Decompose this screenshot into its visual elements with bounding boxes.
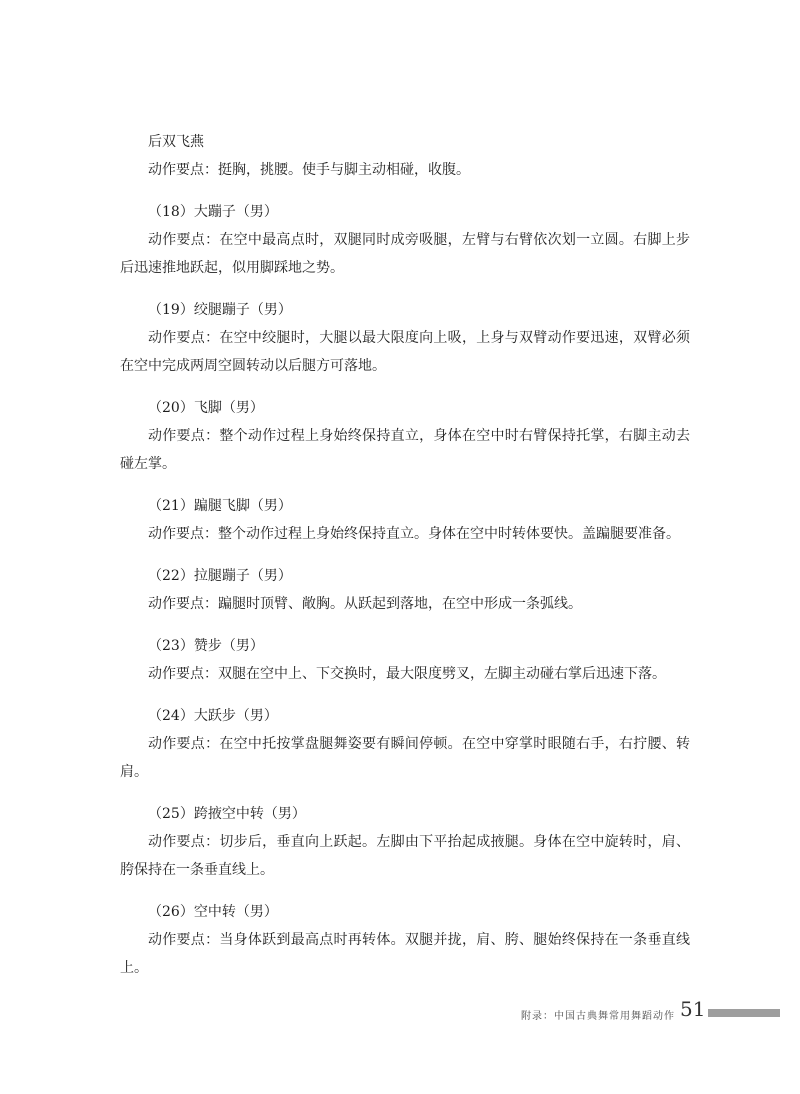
entry-25: [120, 800, 690, 884]
entry-title: （26）空中转（男）: [148, 904, 278, 920]
entry-title: （25）跨掖空中转（男）: [148, 806, 306, 822]
entry-text: 动作要点：在空中托按掌盘腿舞姿要有瞬间停顿。在空中穿掌时眼随右手，右拧腰、转肩。: [120, 736, 690, 780]
entry-text: 动作要点：整个动作过程上身始终保持直立。身体在空中时转体要快。盖蹁腿要准备。: [148, 526, 680, 542]
entry-title: （22）拉腿蹦子（男）: [148, 568, 292, 584]
entry-title: 后双飞燕: [148, 134, 204, 150]
document-body: [120, 128, 690, 996]
entry-title: （18）大蹦子（男）: [148, 204, 278, 220]
entry-24: [120, 702, 690, 786]
page-number: 51: [680, 997, 706, 1021]
entry-text: 动作要点：整个动作过程上身始终保持直立，身体在空中时右臂保持托掌，右脚主动去碰左掌。: [120, 428, 690, 472]
entry-20: [120, 394, 690, 478]
footer-decorative-bar: [708, 1009, 780, 1017]
running-footer-label: 附录：中国古典舞常用舞蹈动作: [521, 1011, 675, 1022]
entry-title: （21）蹁腿飞脚（男）: [148, 498, 292, 514]
entry-hou-shuang-fei-yan: [120, 128, 690, 184]
entry-26: [120, 898, 690, 982]
entry-text: 动作要点：在空中绞腿时，大腿以最大限度向上吸，上身与双臂动作要迅速，双臂必须在空中完成两周空圆转动以后腿方可落地。: [120, 330, 690, 374]
entry-title: （19）绞腿蹦子（男）: [148, 302, 292, 318]
entry-23: [120, 632, 690, 688]
entry-text: 动作要点：切步后，垂直向上跃起。左脚由下平抬起成掖腿。身体在空中旋转时，肩、胯保持在一条垂直线上。: [120, 834, 690, 878]
entry-text: 动作要点：在空中最高点时，双腿同时成旁吸腿，左臂与右臂依次划一立圆。右脚上步后迅速推地跃起，似用脚踩地之势。: [120, 232, 690, 276]
entry-21: [120, 492, 690, 548]
entry-text: 动作要点：蹁腿时顶臂、敞胸。从跃起到落地，在空中形成一条弧线。: [148, 596, 582, 612]
entry-title: （20）飞脚（男）: [148, 400, 264, 416]
entry-text: 动作要点：当身体跃到最高点时再转体。双腿并拢，肩、胯、腿始终保持在一条垂直线上。: [120, 932, 690, 976]
entry-text: 动作要点：双腿在空中上、下交换时，最大限度劈叉，左脚主动碰右掌后迅速下落。: [148, 666, 666, 682]
entry-title: （24）大跃步（男）: [148, 708, 278, 724]
entry-text: 动作要点：挺胸，挑腰。使手与脚主动相碰，收腹。: [148, 162, 470, 178]
entry-19: [120, 296, 690, 380]
entry-18: [120, 198, 690, 282]
entry-title: （23）赞步（男）: [148, 638, 264, 654]
page-footer: [0, 997, 800, 1023]
entry-22: [120, 562, 690, 618]
